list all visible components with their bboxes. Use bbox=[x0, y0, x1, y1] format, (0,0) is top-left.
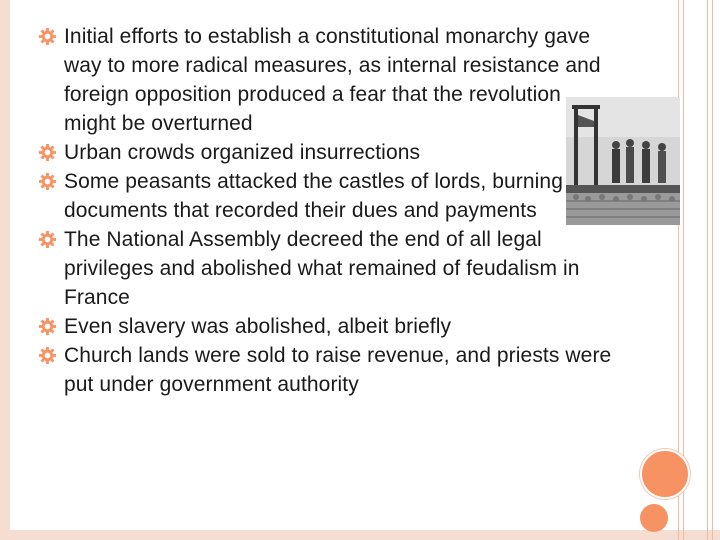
list-item bbox=[38, 225, 613, 312]
decor-rail bbox=[712, 0, 713, 540]
bullet-text: Church lands were sold to raise revenue, and priests were put under government authority bbox=[64, 344, 612, 396]
gear-bullet-icon bbox=[38, 143, 57, 162]
list-item bbox=[38, 167, 613, 225]
decor-circle-large bbox=[640, 449, 690, 499]
slide-content bbox=[38, 22, 613, 399]
decor-circle-small bbox=[640, 504, 668, 532]
bullet-text: The National Assembly decreed the end of all legal privileges and abolished what remained of feudalism in France bbox=[64, 228, 580, 309]
list-item bbox=[38, 341, 613, 399]
decor-rail bbox=[707, 0, 708, 540]
list-item bbox=[38, 22, 613, 138]
bullet-text: Initial efforts to establish a constitutional monarchy gave way to more radical measures, as internal resistance and foreign opposition produced a fear that the revolution might be overturned bbox=[64, 25, 601, 135]
gear-bullet-icon bbox=[38, 230, 57, 249]
bullet-text: Some peasants attacked the castles of lords, burning documents that recorded their dues and payments bbox=[64, 170, 563, 222]
bullet-text: Urban crowds organized insurrections bbox=[64, 141, 421, 164]
list-item bbox=[38, 312, 613, 341]
list-item bbox=[38, 138, 613, 167]
bullet-list bbox=[38, 22, 613, 399]
gear-bullet-icon bbox=[38, 317, 57, 336]
bullet-text: Even slavery was abolished, albeit briefly bbox=[64, 315, 452, 338]
gear-bullet-icon bbox=[38, 172, 57, 191]
gear-bullet-icon bbox=[38, 346, 57, 365]
slide-frame-bottom bbox=[0, 530, 720, 540]
gear-bullet-icon bbox=[38, 27, 57, 46]
slide-frame-left bbox=[0, 0, 10, 540]
